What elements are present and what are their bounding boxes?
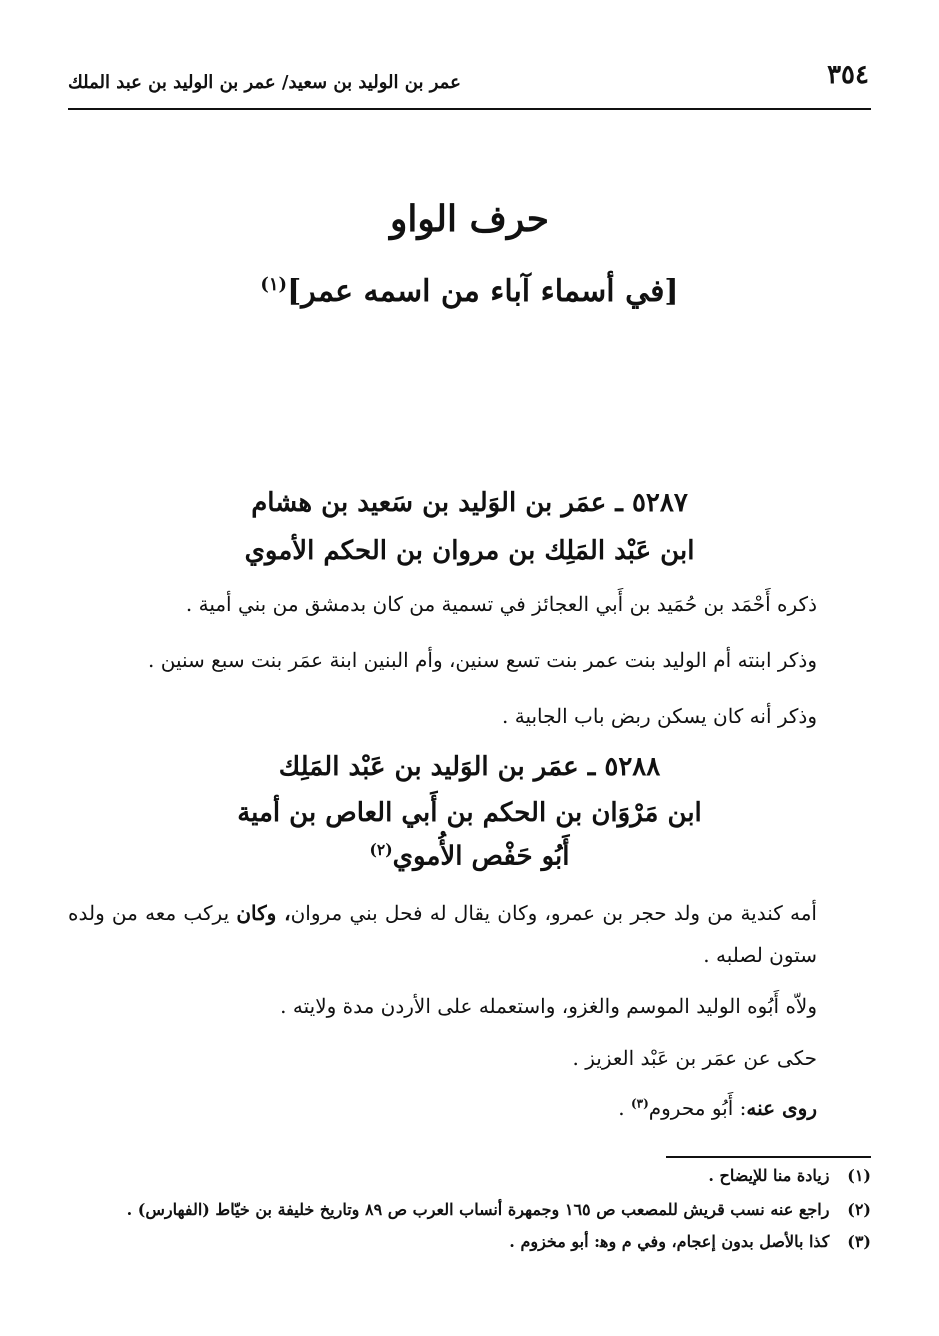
entry-5287-paragraph-1: ذكره أَحْمَد بن حُمَيد بن أَبي العجائز في تسمية من كان بدمشق من بني أمية .	[185, 592, 817, 616]
entry-5287-title-line-1: ٥٢٨٧ ـ عمَر بن الوَليد بن سَعيد بن هشام	[251, 488, 688, 518]
entry-5288-paragraph-4	[618, 1096, 817, 1120]
entry-5287-paragraph-2: وذكر ابنته أم الوليد بنت عمر بنت تسع سنين، وأم البنين ابنة عمَر بنت سبع سنين .	[148, 648, 817, 672]
entry-5288-paragraph-1-bold: ، وكان	[236, 901, 291, 925]
footnote-2	[127, 1200, 871, 1219]
footnote-1	[708, 1166, 871, 1185]
entry-5288-paragraph-1	[68, 892, 817, 976]
footnote-2-text: راجع عنه نسب قريش للمصعب ص ١٦٥ وجمهرة أنساب العرب ص ٨٩ وتاريخ خليفة بن خيّاط (الفهارس) .	[126, 1200, 830, 1219]
footnote-ref-3: (٣)	[630, 1096, 649, 1111]
page-number: ٣٥٤	[827, 60, 869, 90]
entry-5288-kunya: أَبُو حَفْص الأُموي	[392, 841, 570, 872]
header-divider	[68, 108, 871, 110]
footnote-2-number: (٢)	[847, 1200, 871, 1219]
section-subheading-text: [في أسماء آباء من اسمه عمر]	[287, 274, 679, 309]
entry-5288-paragraph-1-start: أمه كندية من ولد حجر بن عمرو، وكان يقال له فحل بني مروان	[290, 901, 817, 925]
footnote-divider	[666, 1156, 871, 1158]
paragraph-end-mark: .	[618, 1096, 631, 1120]
footnote-ref-1: (١)	[260, 274, 288, 295]
entry-5288-title-line-3	[0, 840, 939, 872]
entry-5288-paragraph-2: ولاّه أَبُوه الوليد الموسم والغزو، واستعمله على الأردن مدة ولايته .	[280, 994, 817, 1018]
entry-5288-paragraph-3: حكى عن عمَر بن عَبْد العزيز .	[572, 1046, 817, 1070]
section-subheading	[0, 274, 939, 309]
footnote-1-number: (١)	[847, 1166, 871, 1185]
entry-5288-paragraph-1-end: يركب معه من ولده ستون لصلبه .	[68, 901, 817, 967]
entry-5287-paragraph-3: وذكر أنه كان يسكن ربض باب الجابية .	[502, 704, 817, 728]
section-heading: حرف الواو	[390, 198, 549, 240]
running-title: عمر بن الوليد بن سعيد/ عمر بن الوليد بن عبد الملك	[68, 72, 461, 93]
entry-5287-title-line-2: ابن عَبْد المَلِك بن مروان بن الحكم الأموي	[244, 536, 695, 566]
footnote-3-text: كذا بالأصل بدون إعجام، وفي م وﻫ: أبو مخزوم .	[509, 1232, 830, 1251]
footnote-1-text: زيادة منا للإيضاح .	[708, 1166, 830, 1185]
entry-5288-title-line-2: ابن مَرْوَان بن الحكم بن أَبي العاص بن أمية	[237, 798, 702, 828]
entry-5288-title-line-1: ٥٢٨٨ ـ عمَر بن الوَليد بن عَبْد المَلِك	[278, 752, 661, 782]
footnote-3-number: (٣)	[847, 1232, 871, 1251]
narrator-name: : أَبُو محروم	[648, 1096, 747, 1120]
footnote-ref-2: (٢)	[369, 840, 393, 859]
narrators-label: روى عنه	[746, 1096, 817, 1120]
footnote-3	[509, 1232, 871, 1251]
